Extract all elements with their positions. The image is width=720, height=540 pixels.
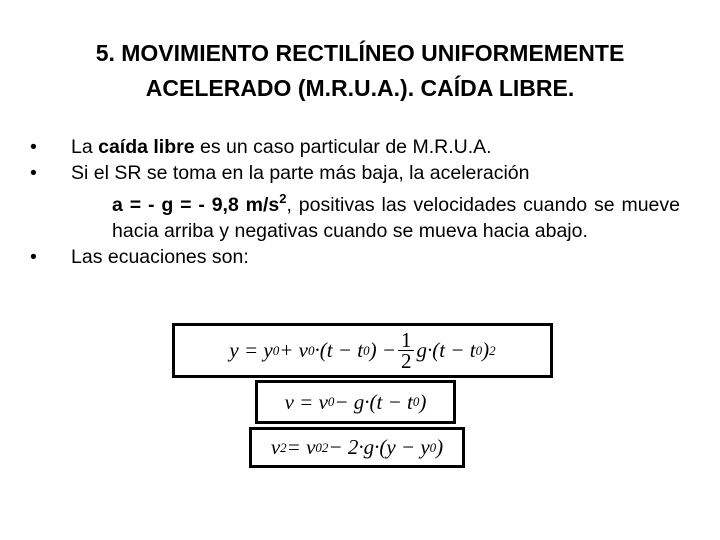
- eq2-part: ): [419, 389, 427, 414]
- equation-velocity: [255, 380, 456, 424]
- title-line-1: 5. MOVIMIENTO RECTILÍNEO UNIFORMEMENTE: [95, 40, 625, 66]
- bullet-2-body: [71, 186, 680, 244]
- bullet-item-2: [30, 160, 680, 244]
- eq2-sub: 0: [412, 394, 420, 409]
- bullet-item-3: [30, 244, 680, 270]
- bullet-1-bold: caída libre: [98, 136, 195, 158]
- bullet-list: [30, 134, 680, 270]
- bullet-2-eq-sup: 2: [279, 191, 287, 206]
- bullet-3-text: Las ecuaciones son:: [71, 246, 249, 268]
- eq1-sub: 0: [475, 342, 483, 358]
- eq1-part: ) −: [369, 338, 396, 362]
- fraction-one-half: [398, 330, 415, 371]
- title-line-2: ACELERADO (M.R.U.A.). CAÍDA LIBRE.: [145, 75, 575, 101]
- eq2-part: − g·(t − t: [334, 389, 413, 414]
- eq3-sub: 0: [429, 439, 437, 455]
- eq3-sup: 2: [280, 439, 287, 455]
- bullet-1-post: es un caso particular de M.R.U.A.: [194, 136, 492, 158]
- eq3-sub: 0: [315, 439, 322, 455]
- equation-position: [172, 323, 553, 378]
- eq3-part: − 2·g·(y − y: [328, 435, 430, 459]
- eq3-part: v: [270, 435, 281, 459]
- bullet-2-eq-text: a = - g = - 9,8 m/s: [112, 194, 280, 216]
- eq1-part: ): [482, 338, 490, 362]
- eq1-sub: 0: [272, 342, 280, 358]
- bullet-1-pre: La: [71, 136, 99, 158]
- eq1-sub: 0: [363, 342, 370, 358]
- eq3-part: = v: [286, 435, 316, 459]
- eq2-sub: 0: [327, 394, 335, 409]
- fraction-numerator: 1: [398, 330, 415, 351]
- eq1-sup: 2: [489, 342, 496, 358]
- eq1-part: g·(t − t: [416, 338, 476, 362]
- eq1-part: y = y: [229, 338, 273, 362]
- equation-velocity-squared: [249, 427, 465, 468]
- bullet-item-1: [30, 134, 680, 160]
- bullet-2-line-1: Si el SR se toma en la parte más baja, la aceleración: [71, 162, 530, 184]
- eq1-part: + v: [279, 338, 308, 362]
- eq2-part: v = v: [284, 389, 328, 414]
- eq1-sub: 0: [307, 342, 315, 358]
- bullet-2-acceleration: [112, 191, 287, 216]
- fraction-denominator: 2: [400, 349, 412, 373]
- slide-title: [60, 36, 660, 106]
- eq1-part: ·(t − t: [314, 338, 364, 362]
- bullet-2-post: , positivas las velocidades cuando se mueve hacia arriba y negativas cuando se mueva hacia abajo.: [112, 194, 680, 242]
- bullet-marker: •: [30, 246, 37, 268]
- eq3-part: ): [436, 435, 444, 459]
- bullet-marker: •: [30, 136, 37, 158]
- eq3-sup: 2: [321, 439, 329, 455]
- bullet-marker: •: [30, 162, 37, 184]
